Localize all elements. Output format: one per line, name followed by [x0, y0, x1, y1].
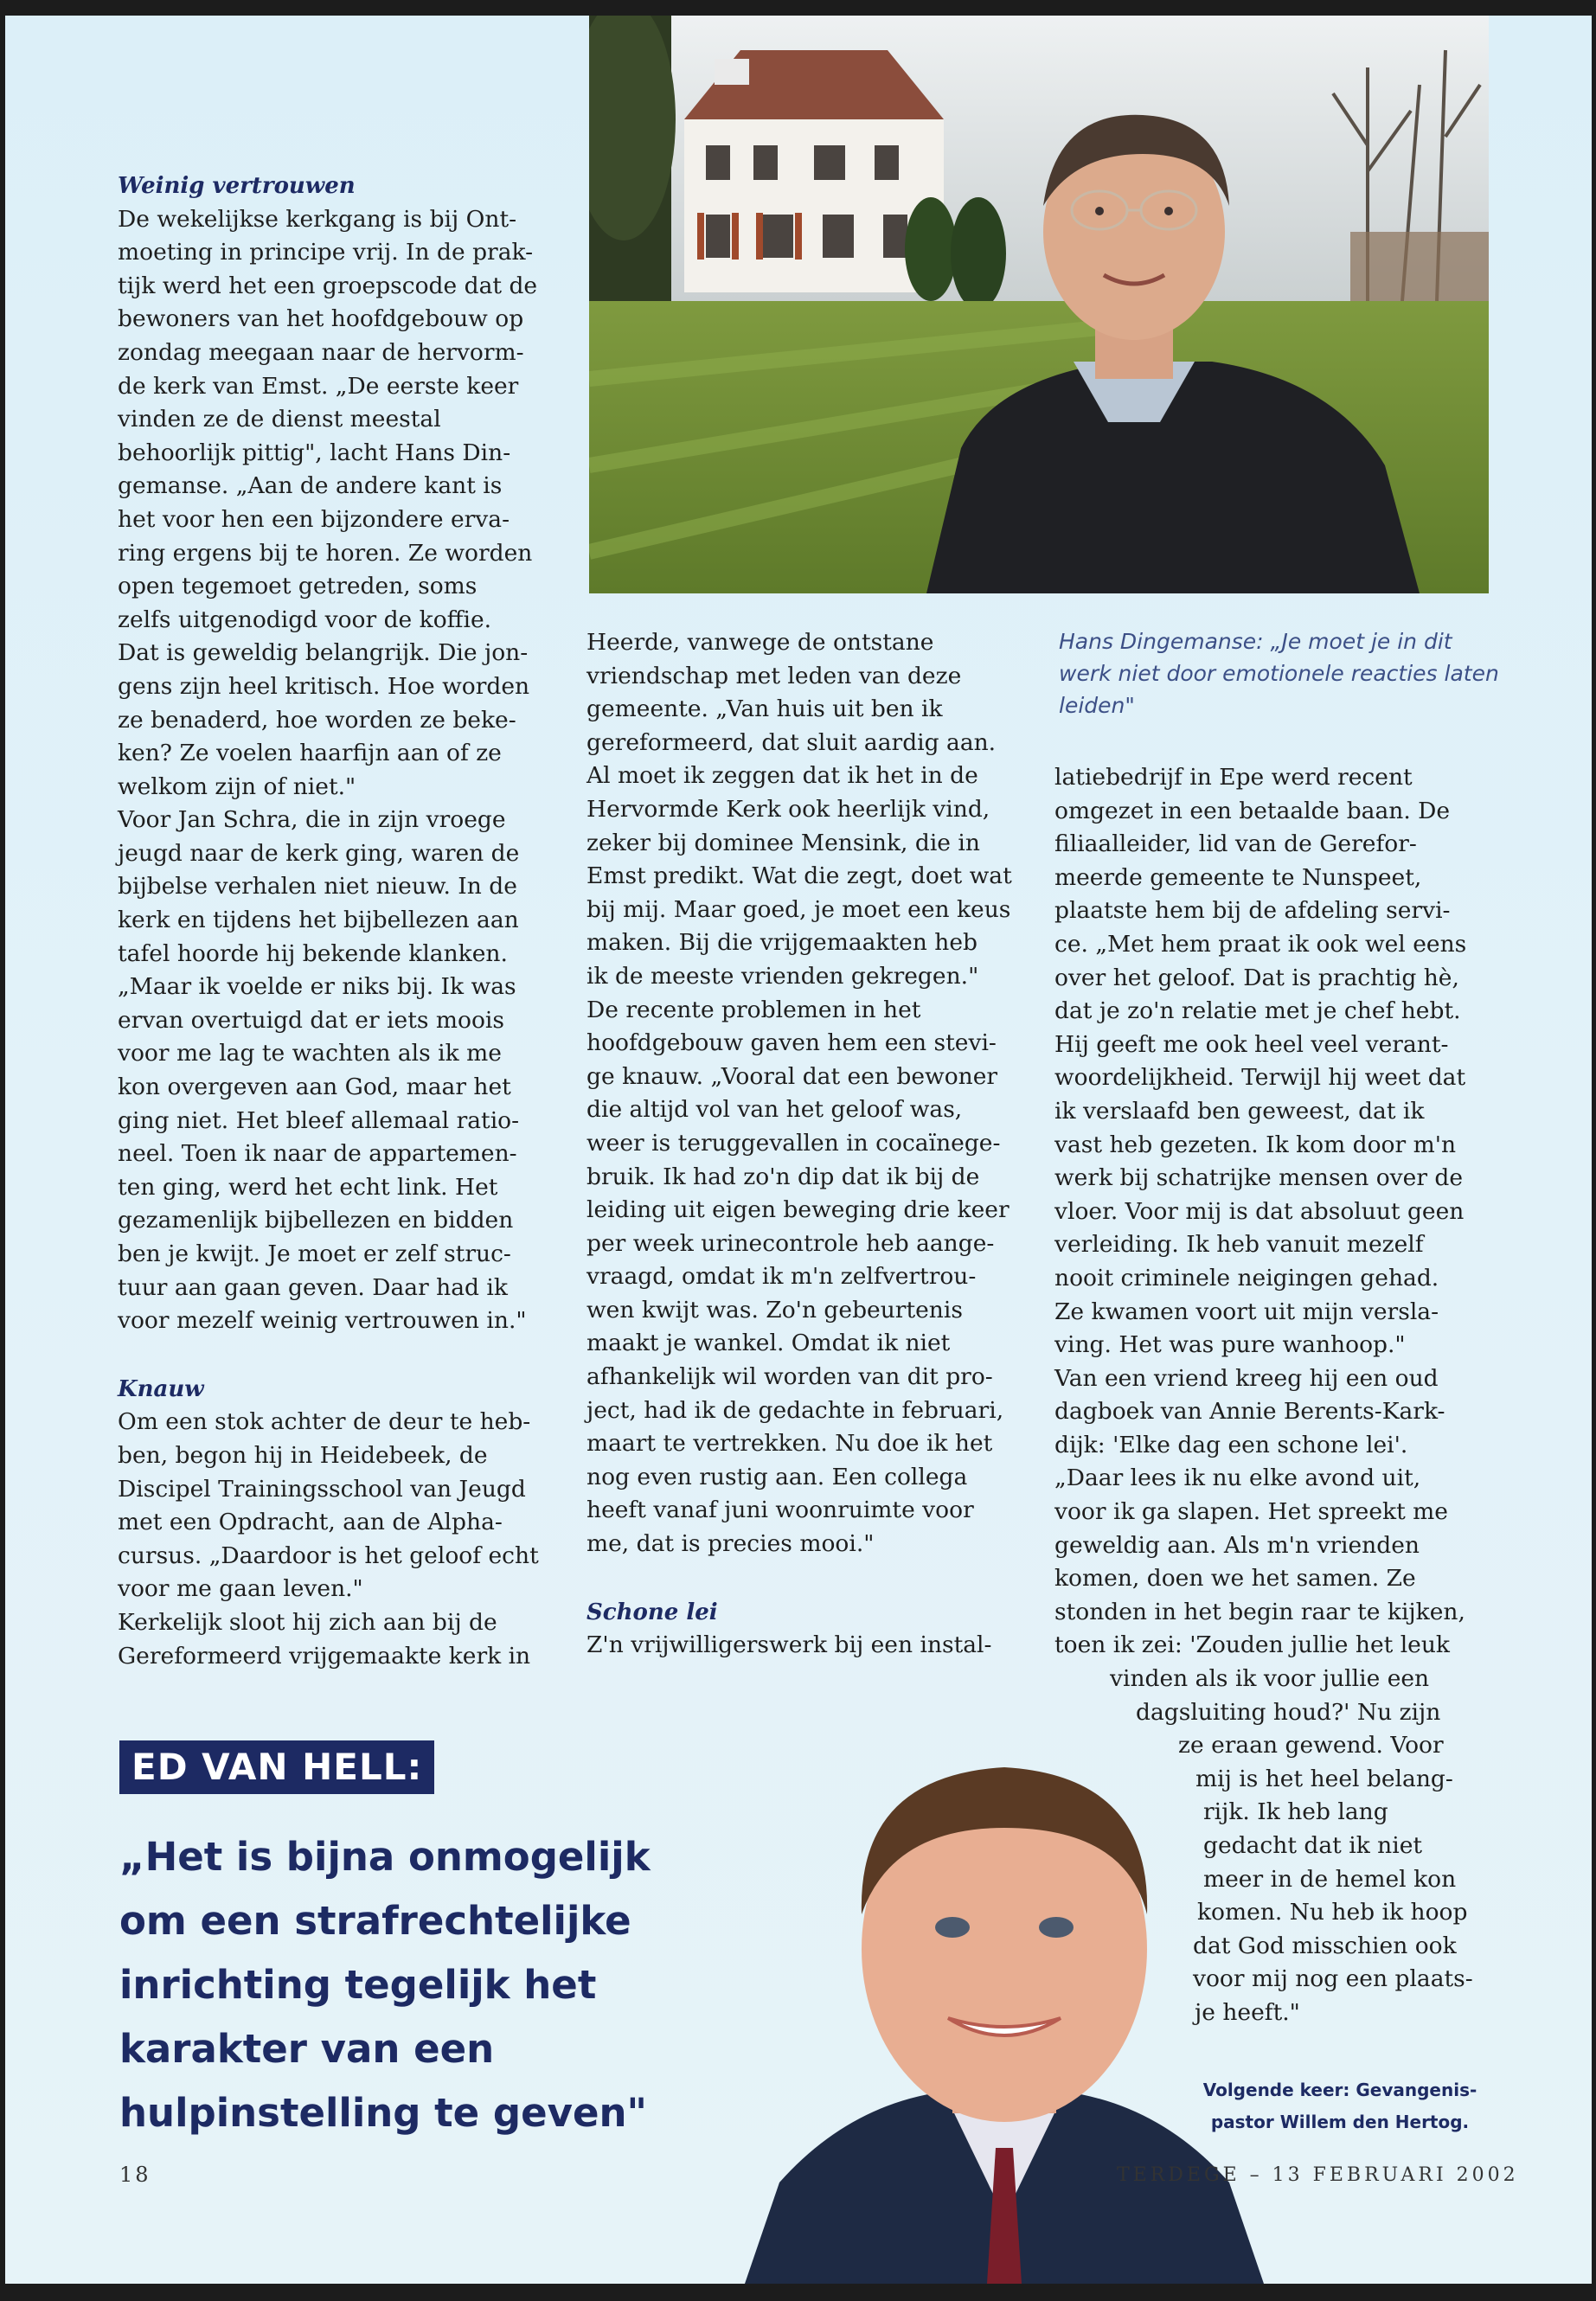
page-number: 18	[119, 2163, 151, 2187]
paragraph: Z'n vrijwilligerswerk bij een instal-	[586, 1631, 992, 1659]
section-heading-weinig-vertrouwen: Weinig vertrouwen	[118, 173, 356, 199]
paragraph: Van een vriend kreeg hij een oud dagboek van Annie Berents-Kark- dijk: 'Elke dag een schone lei'. „Daar lees ik nu elke avond uit, voor ik ga slapen. Het spreekt me geweldig aan. Als m'n vrienden komen, doen we het samen. Ze stonden in het begin raar te kijken, toen ik zei: 'Zouden jullie het leuk	[1054, 1364, 1465, 1659]
paragraph: Om een stok achter de deur te heb- ben, begon hij in Heidebeek, de Discipel Trainingsschool van Jeugd met een Opdracht, aan de Alpha- cursus. „Daardoor is het geloof echt voor me gaan leven."	[118, 1408, 539, 1603]
wrap-line: dagsluiting houd?' Nu zijn	[1136, 1698, 1441, 1726]
house-portrait-photo	[589, 16, 1489, 593]
wrap-line: voor mij nog een plaats-	[1193, 1965, 1473, 1993]
wrap-line: je heeft."	[1195, 1998, 1300, 2026]
portrait-illustration	[745, 1698, 1264, 2284]
paragraph: latiebedrijf in Epe werd recent omgezet in een betaalde baan. De filiaalleider, lid van de Gerefor- meerde gemeente te Nunspeet, plaatste hem bij de afdeling servi- ce. „Met hem praat ik ook wel eens over het geloof. Dat is prachtig hè, dat je zo'n relatie met je chef hebt. Hij geeft me ook heel veel verant- woordelijkheid. Terwijl hij weet dat ik verslaafd ben geweest, dat ik vast heb gezeten. Ik kom door m'n werk bij schatrijke mensen over de vloer. Voor mij is dat absoluut geen verleiding. Ik heb vanuit mezelf nooit criminele neigingen gehad. Ze kwamen voort uit mijn versla- ving. Het was pure wanhoop."	[1054, 764, 1467, 1359]
wrap-line: gedacht dat ik niet	[1203, 1832, 1423, 1859]
photo-caption: Hans Dingemanse: „Je moet je in dit werk niet door emotionele reacties laten leiden"	[1059, 629, 1499, 718]
paragraph: De recente problemen in het hoofdgebouw gaven hem een stevi- ge knauw. „Vooral dat een bewoner die altijd vol van het geloof was, weer is teruggevallen in cocaïnege- bruik. Ik had zo'n dip dat ik bij de leiding uit eigen beweging drie keer per week urinecontrole heb aange- vraagd, omdat ik m'n zelfvertrou- wen kwijt was. Zo'n gebeurtenis maakt je wankel. Omdat ik niet afhankelijk wil worden van dit pro- ject, had ik de gedachte in februari, maart te vertrekken. Nu doe ik het nog even rustig aan. Een collega heeft vanaf juni woonruimte voor me, dat is precies mooi."	[586, 996, 1010, 1558]
section-heading-schone-lei: Schone lei	[586, 1599, 718, 1625]
next-time-note: Volgende keer: Gevangenis- pastor Willem den Hertog.	[1202, 2080, 1477, 2132]
section-heading-knauw: Knauw	[118, 1375, 204, 1402]
paragraph: Kerkelijk sloot hij zich aan bij de Gereformeerd vrijgemaakte kerk in	[118, 1608, 531, 1670]
pullquote-text: „Het is bijna onmogelijk om een strafrechtelijke inrichting tegelijk het karakter van een hulpinstelling te geven"	[119, 1834, 651, 2136]
article-column-2	[586, 626, 1019, 1663]
ed-van-hell-portrait	[745, 1698, 1264, 2284]
paragraph: De wekelijkse kerkgang is bij Ont- moeting in principe vrij. In de prak- tijk werd het een groepscode dat de bewoners van het hoofdgebouw op zondag meegaan naar de hervorm- de kerk van Emst. „De eerste keer vinden ze de dienst meestal behoorlijk pittig", lacht Hans Din- gemanse. „Aan de andere kant is het voor hen een bijzondere erva- ring ergens bij te horen. Ze worden open tegemoet getreden, soms zelfs uitgenodigd voor de koffie. Dat is geweldig belangrijk. Die jon- gens zijn heel kritisch. Hoe worden ze benaderd, hoe worden ze beke- ken? Ze voelen haarfijn aan of ze welkom zijn of niet."	[118, 205, 538, 800]
wrap-line: ze eraan gewend. Voor	[1178, 1732, 1444, 1759]
magazine-footer: TERDEGE – 13 FEBRUARI 2002	[1117, 2164, 1519, 2186]
photo-illustration	[589, 16, 1489, 593]
article-column-1	[118, 170, 550, 1673]
wrap-line: komen. Nu heb ik hoop	[1197, 1899, 1468, 1926]
magazine-page	[5, 16, 1592, 2284]
wrap-line: rijk. Ik heb lang	[1203, 1798, 1388, 1826]
wrap-line: vinden als ik voor jullie een	[1110, 1665, 1430, 1693]
wrap-line: mij is het heel belang-	[1195, 1765, 1453, 1792]
wrap-line: dat God misschien ook	[1193, 1932, 1457, 1959]
pullquote-label: ED VAN HELL:	[119, 1740, 434, 1794]
paragraph: Heerde, vanwege de ontstane vriendschap met leden van deze gemeente. „Van huis uit ben ik gereformeerd, dat sluit aardig aan. Al moet ik zeggen dat ik het in de Hervormde Kerk ook heerlijk vind, zeker bij dominee Mensink, die in Emst predikt. Wat die zegt, doet wat bij mij. Maar goed, je moet een keus maken. Bij die vrijgemaakten heb ik de meeste vrienden gekregen."	[586, 629, 1012, 990]
paragraph: Voor Jan Schra, die in zijn vroege jeugd naar de kerk ging, waren de bijbelse verhalen niet nieuw. In de kerk en tijdens het bijbellezen aan tafel hoorde hij bekende klanken. „Maar ik voelde er niks bij. Ik was ervan overtuigd dat er iets moois voor me lag te wachten als ik me kon overgeven aan God, maar het ging niet. Het bleef allemaal ratio- neel. Toen ik naar de appartemen- ten ging, werd het echt link. Het gezamenlijk bijbellezen en bidden ben je kwijt. Je moet er zelf struc- tuur aan gaan geven. Daar had ik voor mezelf weinig vertrouwen in."	[118, 806, 527, 1335]
wrap-line: meer in de hemel kon	[1203, 1865, 1457, 1893]
